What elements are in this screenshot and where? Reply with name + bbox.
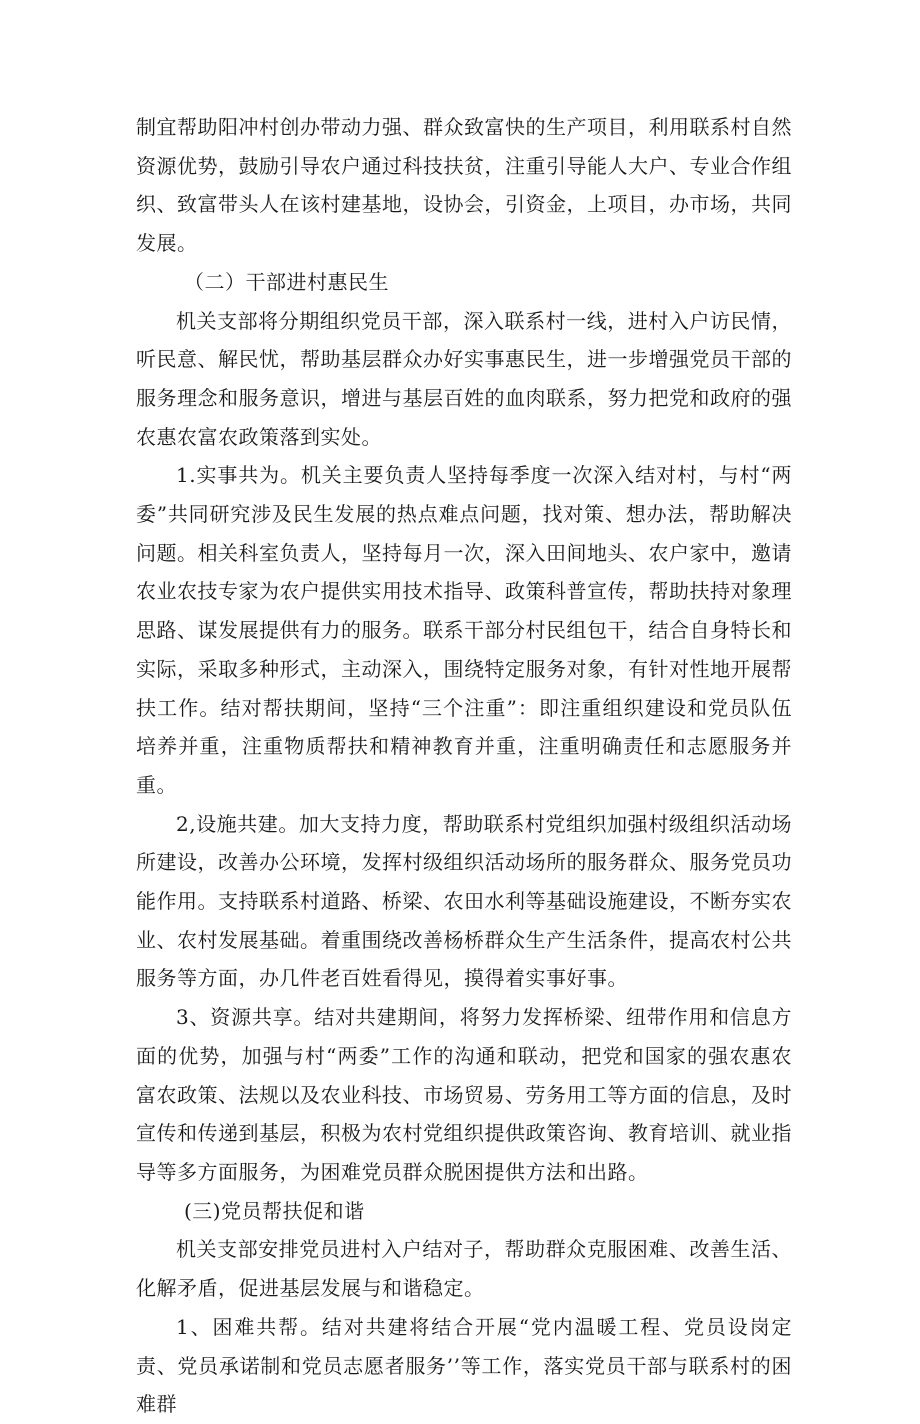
paragraph-item-3: 3、资源共享。结对共建期间，将努力发挥桥梁、纽带作用和信息方面的优势，加强与村“两委”工作的沟通和联动，把党和国家的强农惠农富农政策、法规以及农业科技、市场贸易、劳务用工等方面的信息，及时宣传和传递到基层，积极为农村党组织提供政策咨询、教育培训、就业指导等多方面服务，为困难党员群众脱困提供方法和出路。 bbox=[136, 1005, 792, 1184]
document-body bbox=[136, 108, 792, 1424]
paragraph-item-2: 2,设施共建。加大支持力度，帮助联系村党组织加强村级组织活动场所建设，改善办公环境，发挥村级组织活动场所的服务群众、服务党员功能作用。支持联系村道路、桥梁、农田水利等基础设施建设，不断夯实农业、农村发展基础。着重围绕改善杨桥群众生产生活条件，提高农村公共服务等方面，办几件老百姓看得见，摸得着实事好事。 bbox=[136, 811, 792, 991]
section-heading-3: (三)党员帮扶促和谐 bbox=[184, 1198, 365, 1223]
paragraph-item-1: 1.实事共为。机关主要负责人坚持每季度一次深入结对村，与村“两委”共同研究涉及民生发展的热点难点问题，找对策、想办法，帮助解决问题。相关科室负责人，坚持每月一次，深入田间地头、农户家中，邀请农业农技专家为农户提供实用技术指导、政策科普宣传，帮助扶持对象理思路、谋发展提供有力的服务。联系干部分村民组包干，结合自身特长和实际，采取多种形式，主动深入，围绕特定服务对象，有针对性地开展帮扶工作。结对帮扶期间，坚持“三个注重”：即注重组织建设和党员队伍培养并重，注重物质帮扶和精神教育并重，注重明确责任和志愿服务并重。 bbox=[136, 463, 792, 797]
paragraph-item-1b: 1、困难共帮。结对共建将结合开展“党内温暖工程、党员设岗定责、党员承诺制和党员志愿者服务’’等工作，落实党员干部与联系村的困难群 bbox=[136, 1314, 792, 1417]
paragraph-intro-2: 机关支部将分期组织党员干部，深入联系村一线，进村入户访民情，听民意、解民忧，帮助基层群众办好实事惠民生，进一步增强党员干部的服务理念和服务意识，增进与基层百姓的血肉联系，努力把党和政府的强农惠农富农政策落到实处。 bbox=[136, 308, 792, 449]
paragraph-intro-3: 机关支部安排党员进村入户结对子，帮助群众克服困难、改善生活、化解矛盾，促进基层发展与和谐稳定。 bbox=[136, 1237, 792, 1301]
paragraph-continuation: 制宜帮助阳冲村创办带动力强、群众致富快的生产项目，利用联系村自然资源优势，鼓励引导农户通过科技扶贫，注重引导能人大户、专业合作组织、致富带头人在该村建基地，设协会，引资金，上项目，办市场，共同发展。 bbox=[136, 115, 792, 256]
section-heading-2: （二）干部进村惠民生 bbox=[184, 269, 389, 294]
